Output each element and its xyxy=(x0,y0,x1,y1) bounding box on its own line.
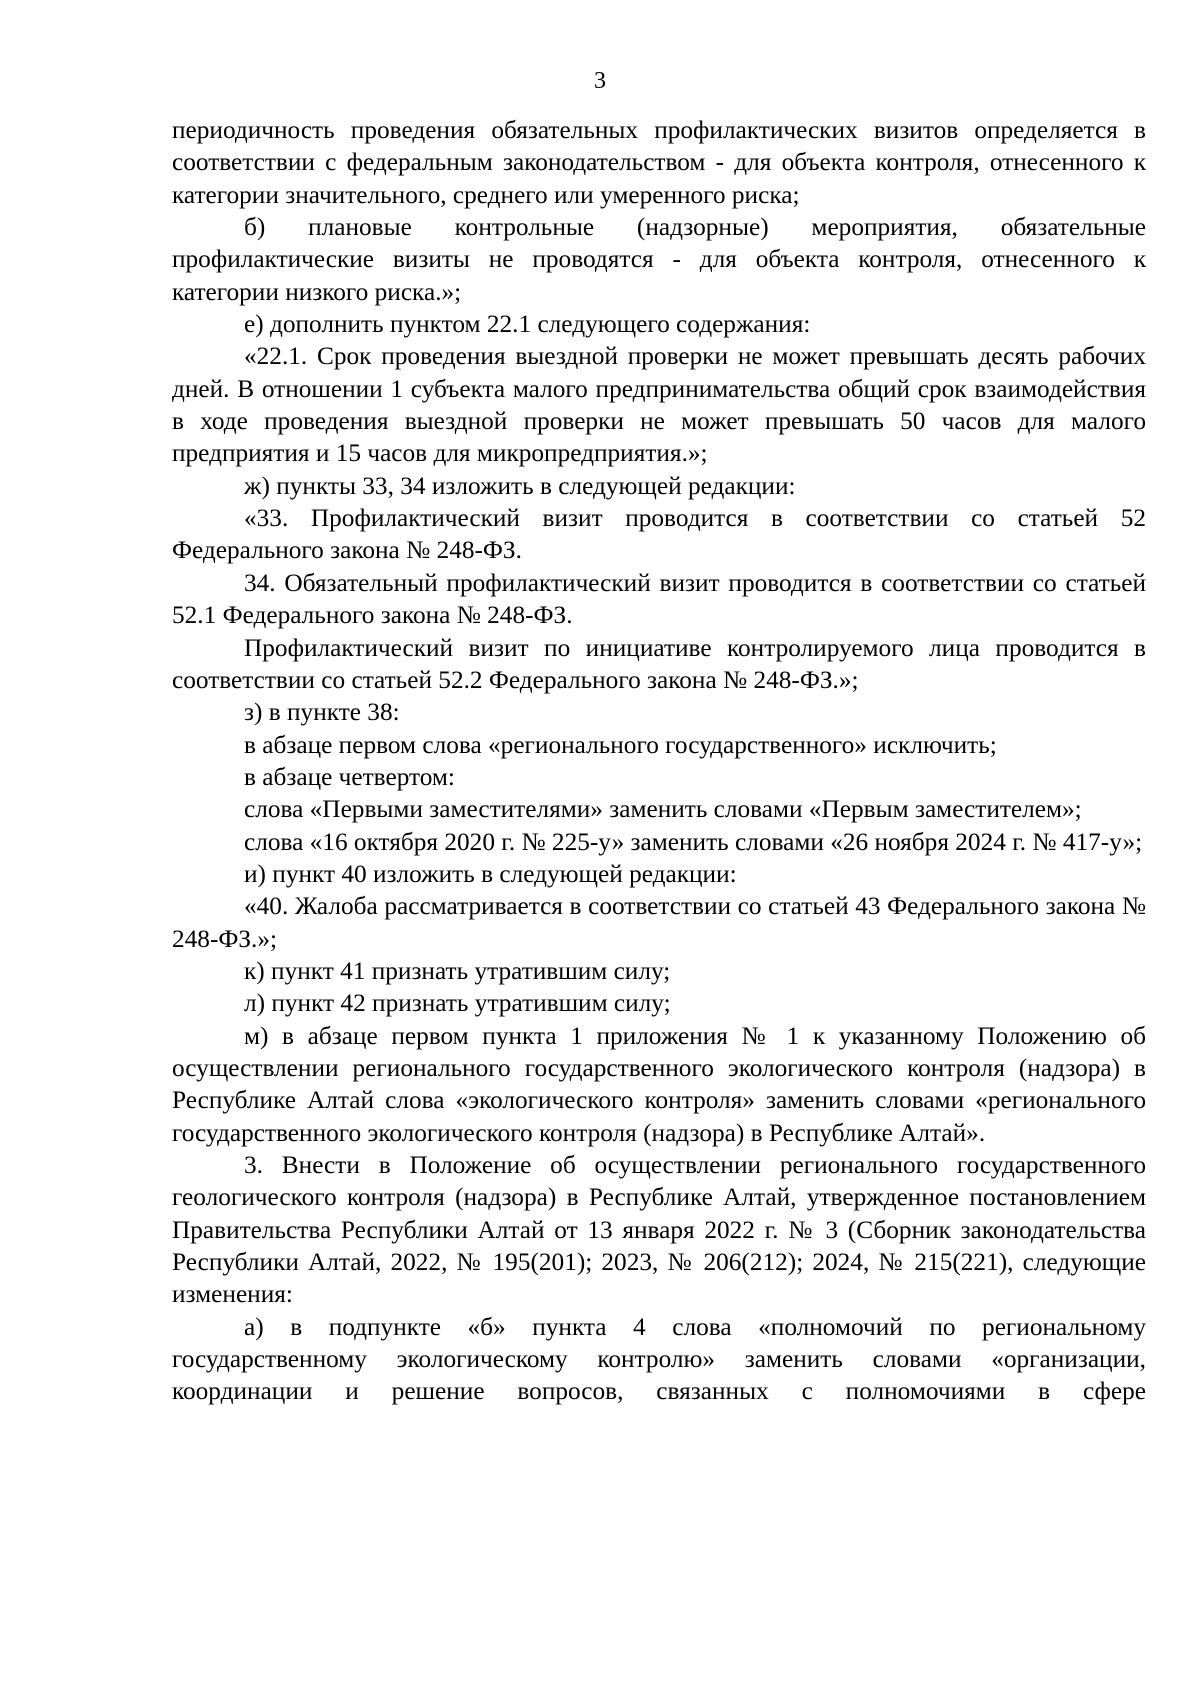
paragraph: ж) пункты 33, 34 изложить в следующей редакции: xyxy=(244,471,796,500)
paragraph: к) пункт 41 признать утратившим силу; xyxy=(244,956,671,985)
paragraph: «33. Профилактический визит проводится в соответствии со статьей 52 Федерального закона № 248-ФЗ. xyxy=(172,504,1146,565)
paragraph: «22.1. Срок проведения выездной проверки не может превышать десять рабочих дней. В отношении 1 субъекта малого предпринимательства общий срок взаимодействия в ходе проведения выездной проверки не может превышать 50 часов для малого предприятия и 15 часов для микропредприятия.»; xyxy=(172,342,1146,468)
paragraph: и) пункт 40 изложить в следующей редакции: xyxy=(244,859,737,888)
paragraph: слова «Первыми заместителями» заменить словами «Первым заместителем»; xyxy=(244,795,1082,824)
paragraph: в абзаце четвертом: xyxy=(244,762,455,791)
paragraph-continued: а) в подпункте «б» пункта 4 слова «полномочий по региональному государственному экологическому контролю» заменить словами «организации, координации и решение вопросов, связанных с полномочиями в сфере xyxy=(172,1312,1146,1406)
document-body xyxy=(172,114,1146,1408)
page-number: 3 xyxy=(594,68,606,94)
paragraph: з) в пункте 38: xyxy=(244,698,400,727)
paragraph: м) в абзаце первом пункта 1 приложения № 1 к указанному Положению об осуществлении регионального государственного экологического контроля (надзора) в Республике Алтай слова «экологического контроля» заменить словами «регионального государственного экологического контроля (надзора) в Республике Алтай». xyxy=(172,1021,1146,1147)
paragraph: в абзаце первом слова «регионального государственного» исключить; xyxy=(244,730,997,759)
paragraph: периодичность проведения обязательных профилактических визитов определяется в соответствии с федеральным законодательством - для объекта контроля, отнесенного к категории значительного, среднего или умеренного риска; xyxy=(172,116,1146,209)
paragraph: 34. Обязательный профилактический визит проводится в соответствии со статьей 52.1 Федерального закона № 248-ФЗ. xyxy=(172,568,1146,630)
paragraph: Профилактический визит по инициативе контролируемого лица проводится в соответствии со статьей 52.2 Федерального закона № 248-ФЗ.»; xyxy=(172,633,1146,694)
paragraph: слова «16 октября 2020 г. № 225-у» заменить словами «26 ноября 2024 г. № 417-у»; xyxy=(244,827,1143,856)
paragraph: 3. Внести в Положение об осуществлении регионального государственного геологического контроля (надзора) в Республике Алтай, утвержденное постановлением Правительства Республики Алтай от 13 января 2022 г. № 3 (Сборник законодательства Республики Алтай, 2022, № 195(201); 2023, № 206(212); 2024, № 215(221), следующие изменения: xyxy=(172,1151,1146,1309)
paragraph: «40. Жалоба рассматривается в соответствии со статьей 43 Федерального закона № 248-ФЗ.»; xyxy=(172,892,1146,953)
paragraph: л) пункт 42 признать утратившим силу; xyxy=(244,989,671,1018)
paragraph: б) плановые контрольные (надзорные) мероприятия, обязательные профилактические визиты не проводятся - для объекта контроля, отнесенного к категории низкого риска.»; xyxy=(172,213,1146,306)
paragraph: е) дополнить пунктом 22.1 следующего содержания: xyxy=(244,310,811,339)
